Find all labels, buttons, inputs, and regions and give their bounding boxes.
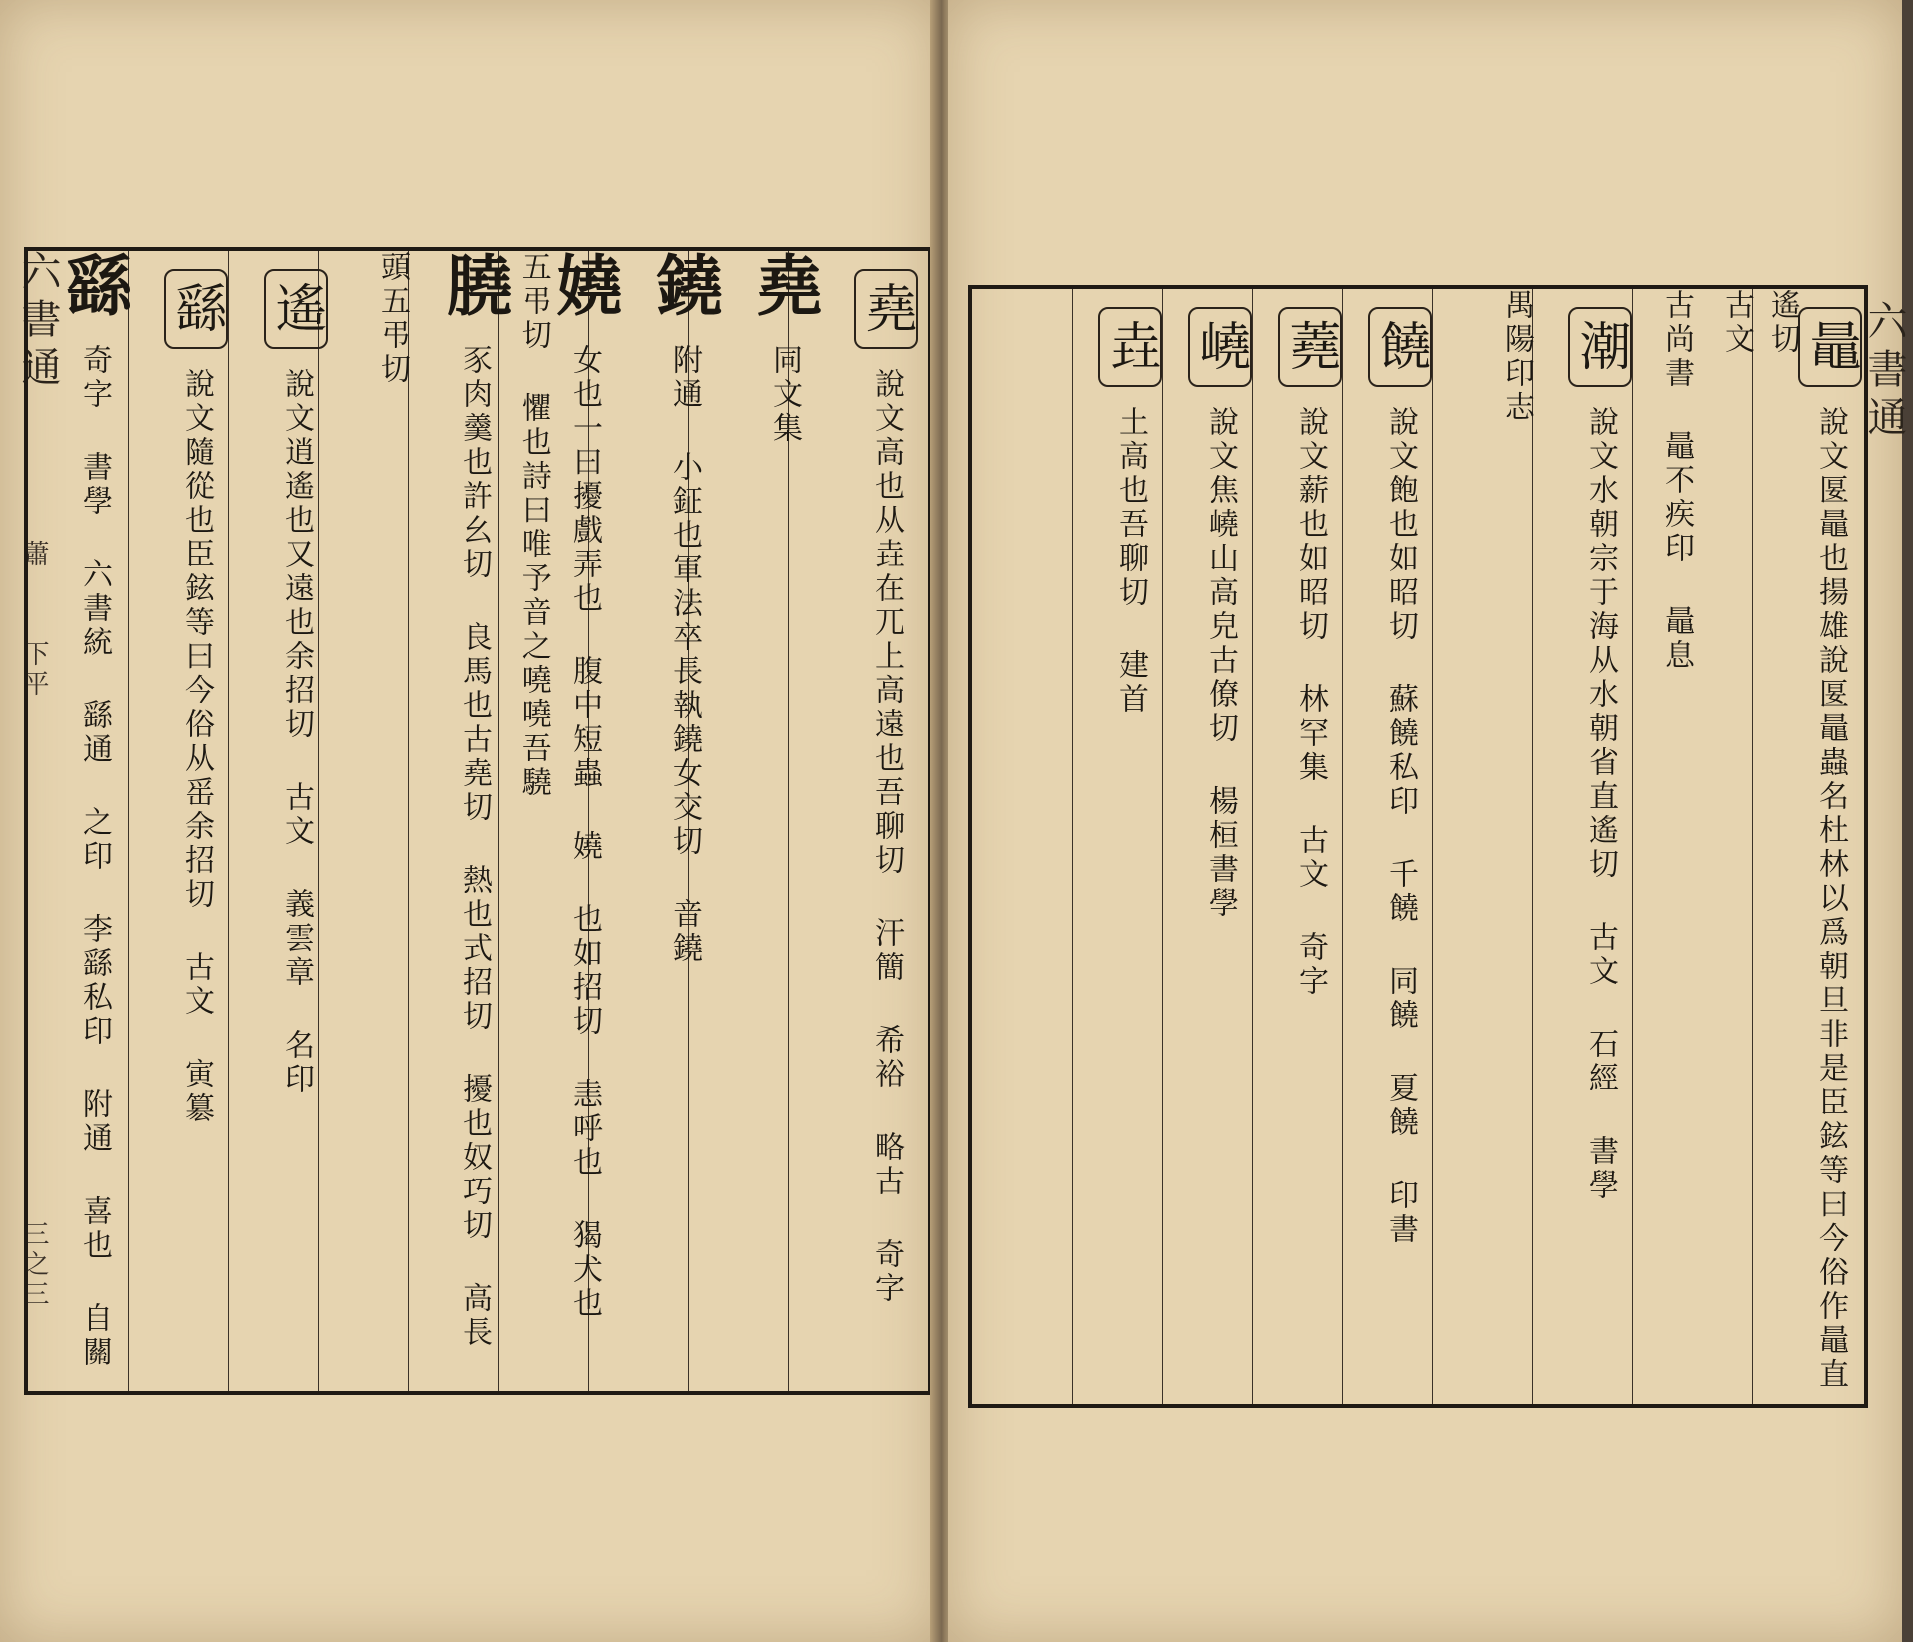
- seal-glyph: 膮: [435, 251, 513, 325]
- entry-head: 潮: [1568, 307, 1632, 387]
- entry-note: 禺陽印志: [1499, 289, 1534, 425]
- rhyme-group-label: 蕭: [19, 540, 49, 570]
- entry-head: 堯: [854, 269, 918, 349]
- seal-glyph: 嬈: [545, 251, 623, 325]
- entry-yao: [818, 251, 918, 1391]
- entry-xiao: [413, 251, 513, 1391]
- entry-you: [133, 251, 228, 1391]
- entry-note: 土高也吾聊切 建首: [1113, 406, 1148, 717]
- entry-rao-firewood: [1257, 289, 1342, 1404]
- entry-note: 說文高也从垚在兀上高遠也吾聊切 汗簡 希裕 略古 奇字: [869, 368, 904, 1306]
- entry-note: 奇字 書學 六書統 繇通 之印 李繇私印 附通 喜也 自關: [77, 344, 112, 1370]
- right-text-frame: [968, 285, 1868, 1408]
- entry-note: 說文水朝宗于海从水朝省直遙切 古文 石經 書學: [1583, 406, 1618, 1203]
- entry-note: 說文飽也如昭切 蘇饒私印 千饒 同饒 夏饒 印書: [1383, 406, 1418, 1247]
- entry-you-variants: [33, 251, 133, 1391]
- entry-note: 說文匽鼂也揚雄說匽鼂蟲名杜林以爲朝旦非是臣鉉等曰今俗作鼂直遙切: [1765, 289, 1848, 1392]
- entry-yao-earth: [1072, 289, 1162, 1404]
- entry-nao: [618, 251, 723, 1391]
- entry-note: 說文焦嶢山高皃古僚切 楊桓書學: [1203, 406, 1238, 921]
- entry-head: 嶢: [1188, 307, 1252, 387]
- entry-note: 附通 小鉦也軍法卒長執鐃女交切 音鐃: [667, 344, 702, 966]
- entry-head: 垚: [1098, 307, 1162, 387]
- entry-note: 古文: [1719, 289, 1754, 357]
- entry-chao: [1537, 289, 1632, 1404]
- entry-note: 說文薪也如昭切 林罕集 古文 奇字: [1293, 406, 1328, 999]
- entry-rao-food: [1347, 289, 1432, 1404]
- left-text-frame: [24, 247, 932, 1395]
- entry-head: 饒: [1368, 307, 1432, 387]
- left-page: [0, 0, 938, 1642]
- entry-head: 遙: [264, 269, 328, 349]
- section-label: 下平: [19, 640, 49, 700]
- entry-yao-distance: [233, 251, 328, 1391]
- entry-note: 同文集: [767, 344, 802, 446]
- entry-zhao: [1752, 289, 1862, 1404]
- entry-note: 頭五弔切: [375, 251, 410, 387]
- entry-seal-owner: [1437, 289, 1532, 1404]
- entry-head: 鼂: [1798, 307, 1862, 387]
- entry-note-col: [328, 251, 408, 1391]
- entry-note: 豕肉羹也許幺切 良馬也古堯切 熱也式招切 擾也奴巧切 高長: [457, 344, 492, 1350]
- entry-note: 女也一曰擾戲弄也 腹中短蟲 嬈 也如招切 恚呼也 猲犬也 五弔切 懼也詩曰唯予音之嘵嘵吾驍: [515, 251, 602, 1321]
- seal-glyph: 繇: [55, 251, 133, 325]
- seal-glyph: 堯: [745, 251, 823, 325]
- margin-title-left: 六書通: [15, 250, 61, 394]
- seal-glyph: 鐃: [645, 251, 723, 325]
- entry-note: 說文隨從也臣鉉等曰今俗从䍃余招切 古文 寅簒: [179, 368, 214, 1126]
- entry-zhao-variants: [1637, 289, 1692, 1404]
- entry-yao-variant: [718, 251, 823, 1391]
- entry-note: 古尚書 鼂不疾印 鼂息: [1659, 289, 1694, 673]
- entry-guwen: [1692, 289, 1752, 1404]
- entry-note: 說文逍遙也又遠也余招切 古文 義雲章 名印: [279, 368, 314, 1097]
- entry-yao-mountain: [1167, 289, 1252, 1404]
- entry-rao: [508, 251, 623, 1391]
- entry-head: 繇: [164, 269, 228, 349]
- entry-head: 蕘: [1278, 307, 1342, 387]
- margin-title-right: 六書通: [1861, 300, 1907, 444]
- folio-number: 三之三: [19, 1220, 49, 1310]
- right-page: [948, 0, 1907, 1642]
